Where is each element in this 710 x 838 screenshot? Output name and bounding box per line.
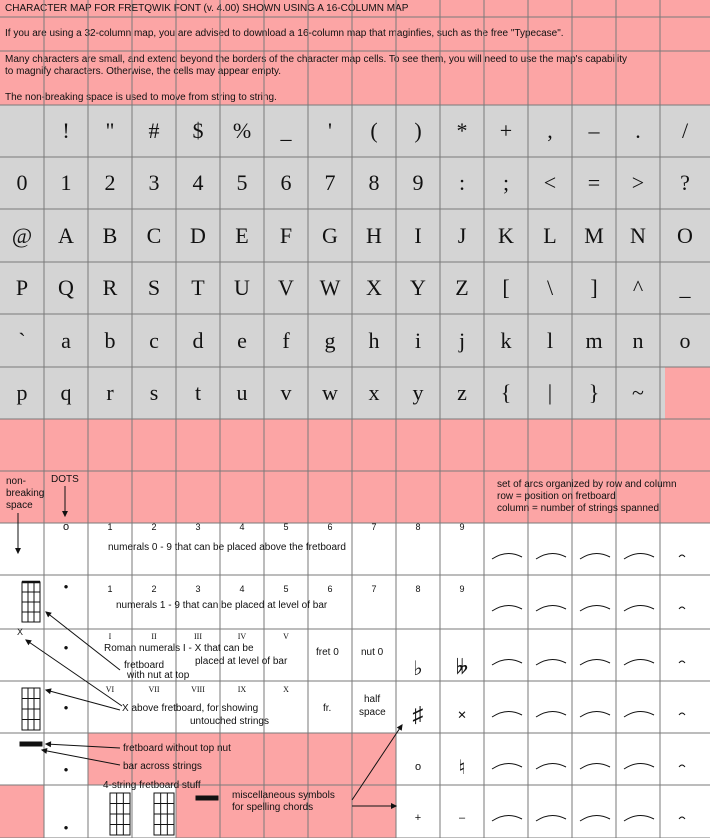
roman-numeral: V bbox=[283, 632, 289, 641]
char-cell: v bbox=[280, 380, 292, 405]
char-cell: R bbox=[102, 275, 118, 300]
half-space-label-1: half bbox=[364, 694, 381, 705]
char-cell: k bbox=[500, 327, 512, 353]
char-cell: n bbox=[632, 327, 644, 353]
char-cell: G bbox=[322, 222, 338, 248]
numeral: 8 bbox=[415, 522, 421, 532]
dot-bullet: • bbox=[63, 762, 69, 777]
nonbreaking-label-1: non- bbox=[6, 476, 27, 487]
numeral: 4 bbox=[239, 584, 245, 594]
char-cell: ^ bbox=[632, 275, 644, 300]
char-cell: H bbox=[366, 222, 382, 248]
char-cell: ) bbox=[414, 118, 422, 143]
dot-zero: o bbox=[62, 521, 70, 533]
char-cell: @ bbox=[11, 222, 33, 248]
char-cell: 5 bbox=[236, 170, 248, 195]
numeral: 9 bbox=[459, 584, 465, 594]
numeral: 3 bbox=[195, 584, 201, 594]
fr-label: fr. bbox=[323, 703, 332, 714]
char-cell: a bbox=[61, 327, 71, 353]
fretboard-nut-label-2: with nut at top bbox=[127, 670, 190, 681]
plus-symbol: + bbox=[414, 812, 422, 824]
numerals-level-label: numerals 1 - 9 that can be placed at level of bar bbox=[116, 600, 328, 611]
nut0-label: nut 0 bbox=[361, 647, 384, 658]
x-mark: X bbox=[17, 627, 24, 637]
arcs-label-1: set of arcs organized by row and column bbox=[497, 479, 677, 490]
char-cell: 1 bbox=[60, 170, 72, 195]
page-title: CHARACTER MAP FOR FRETQWIK FONT (v. 4.00) SHOWN USING A 16-COLUMN MAP bbox=[5, 3, 409, 14]
char-cell: ] bbox=[590, 275, 598, 300]
x-above-label-2: untouched strings bbox=[190, 716, 269, 727]
fret0-label: fret 0 bbox=[316, 647, 339, 658]
char-cell: 6 bbox=[280, 170, 292, 195]
bar-across-label: bar across strings bbox=[123, 761, 202, 772]
char-cell: w bbox=[322, 380, 338, 405]
char-cell: – bbox=[588, 118, 600, 143]
natural-symbol: ♮ bbox=[458, 756, 466, 779]
no-top-nut-label: fretboard without top nut bbox=[123, 743, 231, 754]
char-cell: I bbox=[414, 222, 422, 248]
char-cell: Q bbox=[58, 275, 74, 300]
dot-bullet: • bbox=[63, 640, 69, 655]
char-cell: u bbox=[236, 380, 248, 405]
char-cell: b bbox=[104, 327, 116, 353]
numeral: 9 bbox=[459, 522, 465, 532]
numeral: 6 bbox=[327, 584, 333, 594]
dot-bullet: • bbox=[63, 700, 69, 715]
char-cell: " bbox=[105, 118, 115, 143]
char-cell: F bbox=[279, 222, 293, 248]
numeral: 7 bbox=[371, 584, 377, 594]
char-cell: $ bbox=[192, 118, 204, 143]
char-cell: s bbox=[149, 380, 159, 405]
char-cell: = bbox=[587, 170, 601, 195]
numeral: 2 bbox=[151, 522, 157, 532]
four-string-label: 4-string fretboard stuff bbox=[103, 780, 201, 791]
numeral: 7 bbox=[371, 522, 377, 532]
char-cell: l bbox=[546, 327, 554, 353]
char-cell: U bbox=[234, 275, 250, 300]
char-cell: 2 bbox=[104, 170, 116, 195]
char-cell: B bbox=[102, 222, 118, 248]
numeral: 5 bbox=[283, 584, 289, 594]
half-space-label-2: space bbox=[359, 707, 386, 718]
char-cell: 7 bbox=[324, 170, 336, 195]
x-above-label-1: X above fretboard, for showing bbox=[122, 703, 259, 714]
char-cell: M bbox=[584, 222, 604, 248]
dot-bullet: • bbox=[63, 820, 69, 835]
char-cell: d bbox=[192, 327, 204, 353]
char-cell: D bbox=[190, 222, 206, 248]
char-cell: ( bbox=[370, 118, 378, 143]
char-cell: e bbox=[237, 327, 247, 353]
char-cell: i bbox=[414, 327, 422, 353]
char-cell: ' bbox=[328, 118, 332, 143]
char-cell: . bbox=[635, 118, 641, 143]
char-cell: V bbox=[278, 275, 294, 300]
char-cell: Y bbox=[410, 275, 426, 300]
char-cell: S bbox=[147, 275, 161, 300]
char-cell: E bbox=[235, 222, 249, 248]
roman-numeral: III bbox=[194, 632, 202, 641]
char-cell: : bbox=[458, 170, 466, 195]
dot-bullet: • bbox=[63, 579, 69, 594]
char-cell: p bbox=[16, 380, 28, 405]
numeral: 3 bbox=[195, 522, 201, 532]
char-cell: P bbox=[15, 275, 29, 300]
char-cell: q bbox=[60, 380, 72, 405]
char-cell: W bbox=[319, 275, 341, 300]
char-cell: ! bbox=[62, 118, 70, 143]
roman-numeral: X bbox=[283, 685, 289, 694]
char-cell: K bbox=[498, 222, 514, 248]
char-cell: 4 bbox=[192, 170, 204, 195]
char-cell: r bbox=[106, 380, 114, 405]
char-cell: ? bbox=[680, 170, 690, 195]
char-cell: ; bbox=[502, 170, 510, 195]
char-cell: ` bbox=[18, 327, 26, 353]
misc-label-2: for spelling chords bbox=[232, 802, 314, 813]
char-cell: % bbox=[232, 118, 252, 143]
char-cell: C bbox=[146, 222, 162, 248]
numeral: 4 bbox=[239, 522, 245, 532]
char-cell: _ bbox=[679, 275, 691, 300]
char-cell: 0 bbox=[16, 170, 28, 195]
roman-label-2: placed at level of bar bbox=[195, 656, 288, 667]
char-cell: z bbox=[457, 380, 467, 405]
char-cell: N bbox=[630, 222, 646, 248]
roman-numeral: I bbox=[108, 632, 112, 641]
char-cell: m bbox=[585, 327, 603, 353]
nbsp-note: The non-breaking space is used to move from string to string. bbox=[5, 92, 277, 103]
char-cell: * bbox=[456, 118, 468, 143]
char-cell: c bbox=[149, 327, 159, 353]
roman-numeral: VI bbox=[105, 685, 115, 694]
char-cell: < bbox=[543, 170, 557, 195]
numeral: 1 bbox=[107, 522, 113, 532]
char-cell: j bbox=[458, 327, 466, 353]
char-cell: y bbox=[412, 380, 424, 405]
dots-label: DOTS bbox=[51, 474, 79, 485]
small-chars-text-1: Many characters are small, and extend beyond the borders of the character map cells. To see them, you will need to use the map's capability bbox=[5, 54, 628, 65]
circle-symbol: o bbox=[414, 761, 422, 773]
char-cell: g bbox=[324, 327, 336, 353]
char-cell: ~ bbox=[632, 380, 644, 405]
char-cell: + bbox=[499, 118, 513, 143]
misc-label-1: miscellaneous symbols bbox=[232, 790, 335, 801]
roman-numeral: II bbox=[151, 632, 157, 641]
char-cell: O bbox=[677, 222, 693, 248]
arcs-label-2: row = position on fretboard bbox=[497, 491, 616, 502]
char-cell: 3 bbox=[148, 170, 160, 195]
roman-numeral: VII bbox=[148, 685, 160, 694]
char-cell: f bbox=[282, 327, 290, 353]
numeral: 8 bbox=[415, 584, 421, 594]
char-cell: h bbox=[368, 327, 380, 353]
double-flat-symbol: 𝄫 bbox=[455, 656, 469, 679]
char-cell: # bbox=[148, 118, 160, 143]
char-cell: t bbox=[194, 380, 202, 405]
char-cell: > bbox=[631, 170, 645, 195]
minus-symbol: – bbox=[458, 812, 466, 824]
roman-label-1: Roman numerals I - X that can be bbox=[104, 643, 254, 654]
char-cell: / bbox=[681, 118, 689, 143]
char-cell: J bbox=[457, 222, 467, 248]
arcs-label-3: column = number of strings spanned bbox=[497, 503, 660, 514]
roman-numeral: IX bbox=[237, 685, 247, 694]
numeral: 1 bbox=[107, 584, 113, 594]
flat-symbol: ♭ bbox=[413, 657, 423, 680]
fretboard-nut-label-1: fretboard bbox=[124, 660, 165, 671]
small-chars-text-2: to magnify characters. Otherwise, the cells may appear empty. bbox=[5, 66, 282, 77]
char-cell: L bbox=[543, 222, 557, 248]
char-cell: , bbox=[547, 118, 553, 143]
char-cell: x bbox=[368, 380, 380, 405]
char-cell: } bbox=[588, 380, 600, 405]
char-cell: | bbox=[547, 380, 553, 405]
numeral: 6 bbox=[327, 522, 333, 532]
char-cell: 9 bbox=[412, 170, 424, 195]
sharp-symbol: ♯ bbox=[412, 702, 424, 727]
numerals-above-label: numerals 0 - 9 that can be placed above the fretboard bbox=[108, 542, 346, 553]
numeral: 5 bbox=[283, 522, 289, 532]
char-cell: [ bbox=[502, 275, 510, 300]
advice-text: If you are using a 32-column map, you are advised to download a 16-column map that maginfies, such as the free "Typecase". bbox=[5, 28, 564, 39]
nonbreaking-label-3: space bbox=[6, 500, 33, 511]
nonbreaking-label-2: breaking bbox=[6, 488, 45, 499]
roman-numeral: IV bbox=[237, 632, 247, 641]
char-cell: X bbox=[366, 275, 382, 300]
char-cell: T bbox=[191, 275, 205, 300]
char-cell: 8 bbox=[368, 170, 380, 195]
char-cell: { bbox=[500, 380, 512, 405]
char-cell: \ bbox=[546, 275, 554, 300]
char-cell: _ bbox=[280, 118, 292, 143]
char-cell: Z bbox=[455, 275, 469, 300]
char-cell: A bbox=[58, 222, 74, 248]
double-sharp-symbol: × bbox=[457, 707, 467, 724]
roman-numeral: VIII bbox=[191, 685, 205, 694]
char-cell: o bbox=[679, 327, 691, 353]
numeral: 2 bbox=[151, 584, 157, 594]
